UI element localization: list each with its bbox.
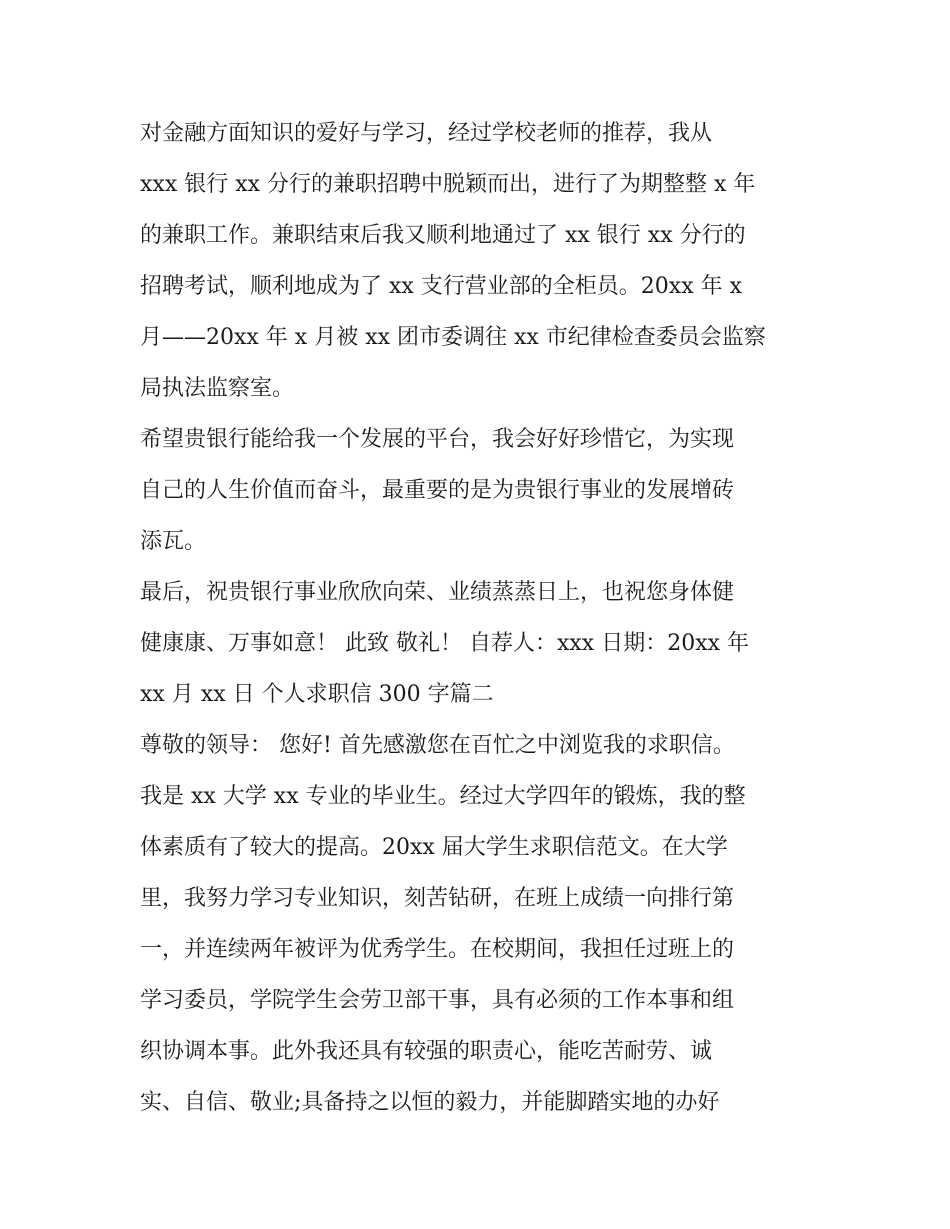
text-line: xxx 银行 xx 分行的兼职招聘中脱颖而出，进行了为期整整 x 年: [140, 172, 756, 197]
document-body: [140, 108, 820, 1128]
text-line: 的兼职工作。兼职结束后我又顺利地通过了 xx 银行 xx 分行的: [140, 223, 746, 248]
text-line: 我是 xx 大学 xx 专业的毕业生。经过大学四年的锻炼，我的整: [140, 784, 746, 809]
text-line: 添瓦。: [140, 529, 207, 554]
text-line: 局执法监察室。: [140, 376, 295, 401]
text-line: 里，我努力学习专业知识，刻苦钻研，在班上成绩一向排行第: [140, 886, 735, 911]
text-line: 希望贵银行能给我一个发展的平台，我会好好珍惜它，为实现: [140, 427, 735, 452]
text-line: 对金融方面知识的爱好与学习，经过学校老师的推荐，我从: [140, 121, 713, 146]
text-line: 健康康、万事如意！ 此致 敬礼！ 自荐人：xxx 日期：20xx 年: [140, 631, 749, 656]
text-line: 最后，祝贵银行事业欣欣向荣、业绩蒸蒸日上，也祝您身体健: [140, 580, 735, 605]
text-line: 学习委员，学院学生会劳卫部干事，具有必须的工作本事和组: [140, 988, 735, 1013]
text-line: 自己的人生价值而奋斗，最重要的是为贵银行事业的发展增砖: [140, 478, 735, 503]
text-line: 体素质有了较大的提高。20xx 届大学生求职信范文。在大学: [140, 835, 728, 860]
text-line: 招聘考试，顺利地成为了 xx 支行营业部的全柜员。20xx 年 x: [140, 274, 743, 299]
text-line: 织协调本事。此外我还具有较强的职责心，能吃苦耐劳、诚: [140, 1039, 713, 1064]
text-line: 一，并连续两年被评为优秀学生。在校期间，我担任过班上的: [140, 937, 735, 962]
text-line: 尊敬的领导： 您好! 首先感激您在百忙之中浏览我的求职信。: [140, 733, 735, 758]
text-line: xx 月 xx 日 个人求职信 300 字篇二: [140, 682, 494, 707]
text-line: 月——20xx 年 x 月被 xx 团市委调往 xx 市纪律检查委员会监察: [140, 325, 766, 350]
text-line: 实、自信、敬业;具备持之以恒的毅力，并能脚踏实地的办好: [140, 1090, 720, 1115]
